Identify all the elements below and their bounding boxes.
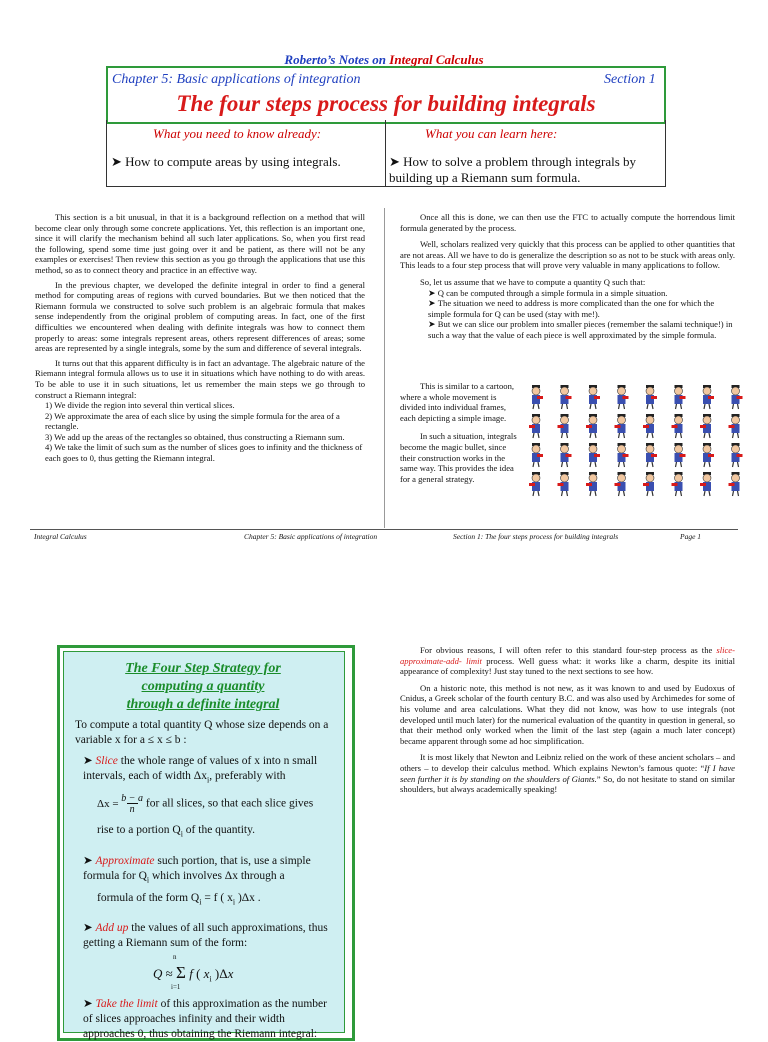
cartoon-frame-icon bbox=[700, 414, 711, 438]
paragraph: So, let us assume that we have to compute a quantity Q such that: bbox=[420, 276, 646, 287]
strategy-title-line: through a definite integral bbox=[126, 697, 280, 712]
text: It is most likely that Newton and Leibniz relied on the work of these ancient scholars – and others – to develop their calculus method. Which explains Newton’s famous quote: “ bbox=[400, 752, 735, 773]
list-item-text: But we can slice our problem into smaller pieces (remember the salami technique!) in such a way that the value of each piece is well approximated by the simple formula. bbox=[428, 319, 733, 340]
cartoon-frame-icon bbox=[646, 443, 657, 467]
cartoon-frame-icon bbox=[675, 385, 686, 409]
cartoon-frames bbox=[522, 381, 752, 499]
cartoon-frame-icon bbox=[589, 385, 600, 409]
paragraph: Well, scholars realized very quickly that this process can be applied to other quantities that are not areas. All we have to do is generalize the description so as not to be stuck with areas only. This leads to a four step process that will prove very valuable in many applications to follow. bbox=[400, 239, 735, 271]
step-text: , preferably with bbox=[209, 770, 286, 782]
cartoon-frame-icon bbox=[561, 385, 572, 409]
cartoon-frame-icon bbox=[586, 414, 597, 438]
strategy-intro: To compute a total quantity Q whose size depends on a variable x for a ≤ x ≤ b : bbox=[75, 719, 329, 746]
right-column bbox=[400, 212, 735, 341]
strategy-title-line: The Four Step Strategy for bbox=[125, 661, 281, 676]
cartoon-frame-icon bbox=[646, 385, 657, 409]
cartoon-frame-icon bbox=[732, 385, 743, 409]
cartoon-frame-icon bbox=[618, 443, 629, 467]
cartoon-frame-icon bbox=[643, 472, 654, 496]
cartoon-frame-icon bbox=[615, 414, 626, 438]
step-keyword: Take the limit bbox=[95, 998, 158, 1011]
list-item-text: The situation we need to address is more complicated than the one for which the simple formula for Q can be used (stay with me!). bbox=[428, 298, 715, 319]
step-text: such portion, that is, use a simple formula for Q bbox=[83, 854, 311, 882]
learn-item-text: How to solve a problem through integrals by building up a Riemann sum formula. bbox=[389, 154, 637, 185]
cartoon-frame-icon bbox=[643, 414, 654, 438]
list-item: ➤ The situation we need to address is more complicated than the one for which the simple formula for Q can be used (stay with me!). bbox=[428, 298, 715, 319]
step-text: formula of the form Q bbox=[97, 891, 200, 904]
cartoon-frame-icon bbox=[675, 443, 686, 467]
step-text: which involves Δx through a bbox=[149, 869, 285, 882]
need-heading: What you need to know already: bbox=[153, 126, 322, 141]
step-text: rise to a portion Q bbox=[97, 824, 181, 837]
cartoon-frame-icon bbox=[558, 414, 569, 438]
sum-lower-limit: i=1 bbox=[171, 983, 181, 992]
paragraph: On a historic note, this method is not new, as it was known to and used by Eudoxus of Cnidus, a Greek scholar of the fourth century B.C. and was also used by Archimedes for some of his volume and area calculations. What they did not know, was how to use integrals (not developed until much later) for the numerical evaluation of the quantity in question in general, so that their method only worked when the limit of the last step (again a much later concept) became apparent through some ad hoc simplification. bbox=[400, 682, 735, 746]
step-text: the values of all such approximations, thus getting a Riemann sum of the form: bbox=[83, 922, 328, 950]
step-slice: ➤ Slice the whole range of values of x into n small intervals, each of width $\Delta x_i$, preferably with bbox=[83, 755, 318, 785]
cartoon-frame-icon bbox=[561, 443, 572, 467]
emphasis-text: slice-approximate-add- limit bbox=[400, 645, 735, 666]
cartoon-frame-icon bbox=[729, 472, 740, 496]
list-item: ➤ But we can slice our problem into smaller pieces (remember the salami technique!) in such a way that the value of each piece is well approximated by the simple formula. bbox=[428, 319, 733, 340]
cartoon-frame-icon bbox=[529, 414, 540, 438]
cartoon-frame-icon bbox=[672, 472, 683, 496]
step-add-up: ➤ Add up the values of all such approximations, thus getting a Riemann sum of the form: bbox=[83, 922, 328, 950]
cartoon-frame-icon bbox=[586, 472, 597, 496]
strategy-title bbox=[63, 660, 343, 714]
slice-formula-line bbox=[75, 793, 337, 815]
footer-rule bbox=[30, 529, 738, 530]
right-bottom-column bbox=[400, 645, 735, 795]
step-text: of this approximation as the number of slices approaches infinity and their width approaches 0, thus obtaining the Riemann integral: bbox=[83, 998, 327, 1041]
step-keyword: Add up bbox=[95, 922, 129, 935]
cartoon-frame-icon bbox=[703, 443, 714, 467]
list-item: 1) We divide the region into several thin vertical slices. bbox=[45, 400, 235, 411]
step-keyword: Approximate bbox=[95, 854, 155, 867]
cartoon-text bbox=[400, 381, 518, 484]
step-take-limit: ➤ Take the limit of this approximation as the number of slices approaches infinity and their width approaches 0, thus obtaining the Riemann integral: bbox=[83, 998, 327, 1041]
cartoon-frame-icon bbox=[618, 385, 629, 409]
footer-center: Chapter 5: Basic applications of integration bbox=[244, 532, 378, 541]
paragraph: Once all this is done, we can then use the FTC to actually compute the horrendous limit formula generated by the process. bbox=[400, 212, 735, 233]
footer-left: Integral Calculus bbox=[34, 532, 87, 541]
step-keyword: Slice bbox=[95, 755, 118, 767]
strategy-title-line: computing a quantity bbox=[141, 679, 265, 694]
step-text: )Δx . bbox=[235, 891, 261, 904]
cartoon-frame-icon bbox=[589, 443, 600, 467]
step-text: formula of the form $Q_i = f$ ( $x_i$ )Δx . bbox=[97, 891, 261, 907]
slice-formula: $\Delta x = \frac{b - a}{n}$ bbox=[97, 793, 144, 816]
text: For obvious reasons, I will often refer to this standard four-step process as the bbox=[420, 645, 717, 655]
step-approximate: ➤ Approximate such portion, that is, use a simple formula for $Q_i$ which involves Δx through a bbox=[83, 854, 311, 884]
left-column bbox=[35, 212, 365, 464]
text: process. Well guess what: it works like a charm, despite its initial appearance of complexity! Just stay tuned to the next sections to see how. bbox=[400, 655, 735, 677]
paragraph bbox=[400, 752, 735, 794]
step-text: for all slices, so that each slice gives bbox=[145, 797, 314, 810]
list-item-text: Q can be computed through a simple formula in a simple situation. bbox=[437, 287, 668, 298]
cartoon-frame-icon bbox=[558, 472, 569, 496]
step-text: rise to a portion $Q_i$ of the quantity. bbox=[97, 824, 255, 839]
cartoon-frame-icon bbox=[672, 414, 683, 438]
cartoon-frame-icon bbox=[615, 472, 626, 496]
section-label: Section 1 bbox=[604, 72, 656, 87]
cartoon-frame-icon bbox=[729, 414, 740, 438]
cartoon-frame-icon bbox=[700, 472, 711, 496]
cartoon-frame-icon bbox=[532, 443, 543, 467]
sum-formula: n Q ≈ Σ f ( $x_i$ )Δx i=1 bbox=[153, 953, 234, 992]
paragraph: In the previous chapter, we developed the definite integral in order to find a general method for computing areas of regions with curved boundaries. But we then noticed that the Riemann formula we constructed to solve such problem is an algebraic formula that makes sense independently from the original problem of computing areas. In fact, one of the first difficulties we encountered when dealing with definite integrals was how to connect them properly to areas: some integrals represent areas, others represent differences of areas; some areas are represented by a single integrals, some by the sum and difference of several integrals. bbox=[35, 279, 365, 354]
page-number: Page 1 bbox=[680, 532, 702, 541]
step-text: = f ( x bbox=[201, 891, 233, 904]
quote-text: If I have seen further it is by standing on the shoulders of Giants. bbox=[400, 762, 735, 784]
need-item-text: How to compute areas by using integrals. bbox=[125, 154, 341, 169]
step-text: the whole range of values of x into n small intervals, each of width Δx bbox=[83, 755, 318, 782]
step-text: of the quantity. bbox=[182, 824, 255, 837]
strategy-body bbox=[75, 718, 337, 1042]
chapter-label: Chapter 5: Basic applications of integration bbox=[112, 72, 361, 87]
list-item: 4) We take the limit of such sum as the number of slices goes to infinity and the thickness of each goes to 0, thus getting the Riemann integral. bbox=[45, 442, 363, 464]
text: ” So, do not hesitate to stand on similar shoulders, but always academically speaking! bbox=[400, 773, 735, 795]
list-item: 2) We approximate the area of each slice by using the simple formula for the area of a rectangle. bbox=[45, 410, 340, 432]
paragraph: In such a situation, integrals become the magic bullet, since their construction works in the same way. This provides the idea for a general strategy. bbox=[400, 431, 517, 484]
learn-item: ➤ How to solve a problem through integrals by building up a Riemann sum formula. bbox=[389, 154, 637, 185]
footer-right: Section 1: The four steps process for building integrals bbox=[453, 532, 619, 541]
cartoon-frame-icon bbox=[732, 443, 743, 467]
sum-upper-limit: n bbox=[173, 953, 177, 962]
paragraph: It turns out that this apparent difficulty is in fact an advantage. The algebraic nature of the Riemann integral formula allows us to use it in situations which have nothing to do with areas. To be able to use it in such situations, let us remember the main steps we go through to construct a Riemann integral: bbox=[35, 357, 365, 400]
cartoon-frame-icon bbox=[529, 472, 540, 496]
list-item: ➤ Q can be computed through a simple formula in a simple situation. bbox=[428, 287, 668, 298]
list-item: 3) We add up the areas of the rectangles so obtained, thus constructing a Riemann sum. bbox=[45, 431, 345, 442]
paragraph: This is similar to a cartoon, where a whole movement is divided into individual frames, each depicting a simple image. bbox=[400, 381, 515, 423]
series-prefix: Roberto’s Notes on bbox=[284, 52, 390, 67]
cartoon-frame-icon bbox=[532, 385, 543, 409]
column-divider bbox=[384, 208, 385, 528]
learn-heading: What you can learn here: bbox=[425, 126, 558, 141]
paragraph: This section is a bit unusual, in that it is a background reflection on a method that will become clear only through some concrete applications. Yet, this reflection is an important one, since it will clarify the mechanism behind all such later applications. So, when you first read the following, spend some time just going over it and be patient, as there will not be any examples or exercises! Then review this section as you go through the applications that use this method, so as to connect theory and practice in an effective way. bbox=[35, 212, 365, 275]
page-title: The four steps process for building integrals bbox=[176, 91, 596, 116]
cartoon-frame-icon bbox=[703, 385, 714, 409]
paragraph bbox=[400, 645, 735, 677]
series-subject: Integral Calculus bbox=[389, 52, 484, 67]
need-item: ➤ How to compute areas by using integrals. bbox=[111, 154, 341, 169]
